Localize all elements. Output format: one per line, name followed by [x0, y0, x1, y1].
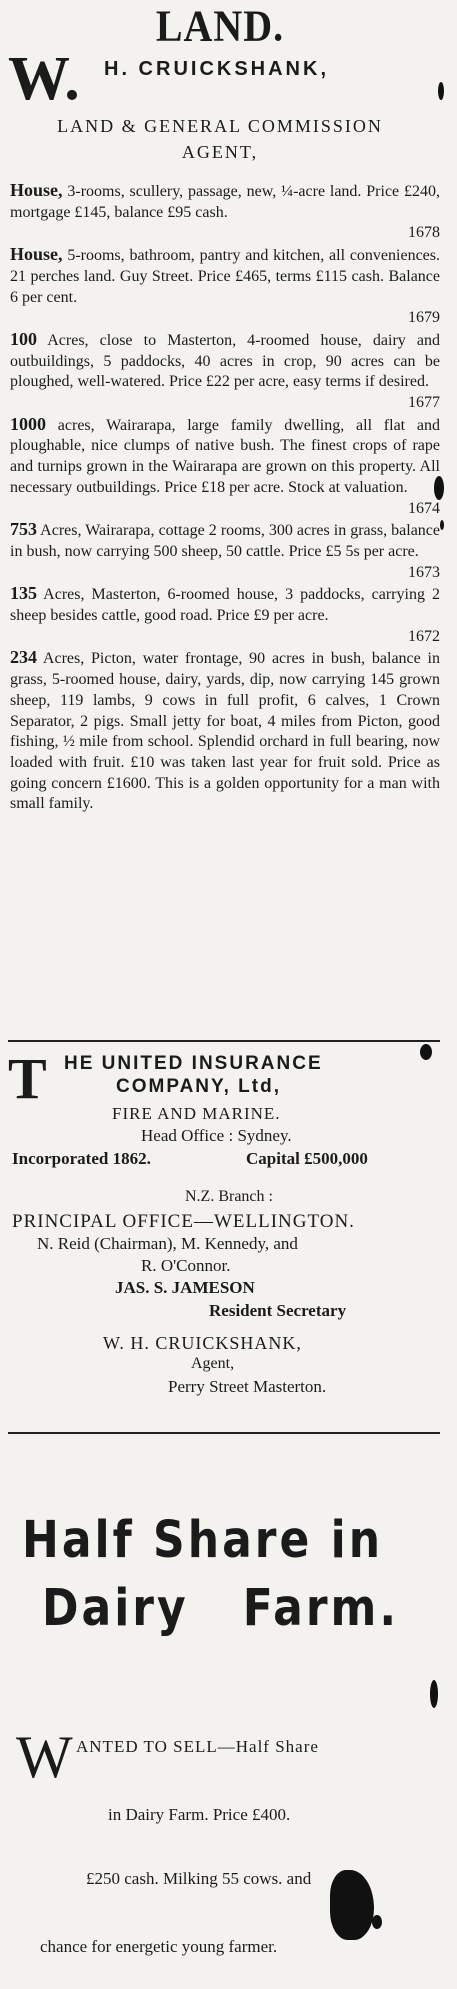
listing-text: 3-rooms, scullery, passage, new, ¼-acre land. Price £240, mortgage £145, balance £95 cash.	[10, 183, 441, 221]
insurance-capital: Capital £500,000	[246, 1149, 368, 1168]
listing-text: Acres, close to Masterton, 4-roomed house, dairy and outbuildings, 5 paddocks, 40 acres in crop, 90 acres can be ploughed, well-watered. Price £22 per acre, easy terms if desired.	[10, 331, 441, 391]
insurance-company-line-1: HE UNITED INSURANCE	[64, 1053, 323, 1074]
half-share-heading-line-2	[42, 1579, 399, 1638]
insurance-secretary-title: Resident Secretary	[209, 1301, 347, 1320]
heading-word-farm: Farm.	[242, 1579, 400, 1638]
insurance-incorporated: Incorporated 1862.	[12, 1149, 151, 1168]
insurance-directors-2: R. O'Connor.	[141, 1256, 231, 1275]
column-rule	[8, 1432, 440, 1434]
insurance-nz-branch: N.Z. Branch :	[185, 1188, 273, 1205]
wanted-line-2: in Dairy Farm. Price £400.	[108, 1805, 291, 1824]
listing-ref: 1673	[408, 563, 440, 581]
wanted-line-1: ANTED TO SELL—Half Share	[76, 1737, 319, 1756]
listing-lead: House,	[10, 180, 63, 200]
ink-blot	[440, 520, 444, 530]
listing-text: Acres, Picton, water frontage, 90 acres in bush, balance in grass, 5-roomed house, dairy, yards, dip, now carrying 145 grown sheep, 119 lambs, 9 cows in full profit, 6 calves, 1 Crown Separator, 2 pigs. Small jetty for boat, 4 miles from Picton, good fishing, ½ mile from school. Splendid orchard in full bearing, now loaded with fruit. £10 was taken last year for fruit sold. Price as going concern £1600. This is a golden opportunity for a man with small family.	[10, 650, 440, 813]
listing-lead: 135	[10, 583, 37, 604]
ink-blot	[434, 476, 444, 500]
agent-title-line-2: AGENT,	[181, 142, 259, 162]
listing	[10, 329, 440, 414]
insurance-head-office: Head Office : Sydney.	[141, 1126, 292, 1145]
listing-text: acres, Wairarapa, large family dwelling, all flat and ploughable, nice clumps of native bush. The finest crops of rape and turnips grown in the Wairarapa are grown on this property. All necessary outbuildings. Price £18 per acre. Stock at valuation.	[10, 416, 440, 496]
insurance-agent-address: Perry Street Masterton.	[168, 1377, 327, 1396]
wanted-line-4: chance for energetic young farmer.	[40, 1937, 278, 1956]
agent-title	[0, 113, 440, 165]
listing	[10, 519, 440, 583]
insurance-secretary-name: JAS. S. JAMESON	[115, 1278, 255, 1297]
insurance-agent-name: W. H. CRUICKSHANK,	[103, 1333, 302, 1353]
insurance-principal-office: PRINCIPAL OFFICE—WELLINGTON.	[12, 1211, 355, 1232]
ink-blot	[420, 1044, 432, 1060]
listing-lead: House,	[10, 244, 63, 265]
agent-name: H. CRUICKSHANK,	[104, 58, 329, 80]
column-rule	[8, 1040, 440, 1042]
wanted-line-3: £250 cash. Milking 55 cows. and	[86, 1869, 312, 1888]
insurance-directors-1: N. Reid (Chairman), M. Kennedy, and	[37, 1234, 298, 1253]
insurance-agent-label: Agent,	[191, 1355, 235, 1372]
listing-text: 5-rooms, bathroom, pantry and kitchen, all conveniences. 21 perches land. Guy Street. Price £465, terms £115 cash. Balance 6 per cent.	[10, 247, 441, 306]
listing-ref: 1672	[408, 627, 440, 645]
ink-blot	[372, 1915, 382, 1929]
listing	[10, 180, 440, 244]
listing-lead: 1000	[10, 413, 46, 434]
listing-text: Acres, Masterton, 6-roomed house, 3 paddocks, carrying 2 sheep besides cattle, good road. Price £9 per acre.	[10, 586, 440, 625]
listing-ref: 1677	[408, 394, 440, 412]
listing	[10, 583, 440, 647]
listing-ref: 1678	[408, 224, 440, 242]
listing-text: Acres, Wairarapa, cottage 2 rooms, 300 acres in grass, balance in bush, now carrying 500 sheep, 50 cattle. Price £5 5s per acre.	[10, 522, 440, 560]
listing-lead: 753	[10, 519, 37, 540]
heading-word-dairy: Dairy	[42, 1579, 189, 1638]
listing-ref: 1674	[408, 499, 440, 517]
ink-blot	[330, 1870, 374, 1940]
insurance-company-line-2: COMPANY, Ltd,	[116, 1076, 281, 1097]
land-title: LAND.	[155, 0, 285, 51]
insurance-fire-marine: FIRE AND MARINE.	[112, 1104, 281, 1123]
listing	[10, 244, 440, 329]
ink-blot	[438, 82, 444, 100]
agent-initial: W.	[8, 45, 80, 113]
insurance-initial: T	[8, 1046, 47, 1111]
land-listings	[10, 180, 440, 815]
half-share-heading-line-1: Half Share in	[22, 1511, 384, 1570]
listing	[10, 647, 440, 815]
listing-lead: 234	[10, 647, 37, 668]
listing-lead: 100	[10, 328, 37, 349]
agent-title-line-1: LAND & GENERAL COMMISSION	[57, 116, 383, 136]
listing-ref: 1679	[408, 309, 440, 327]
wanted-initial: W	[16, 1724, 73, 1790]
ink-blot	[430, 1680, 438, 1708]
listing	[10, 414, 440, 520]
